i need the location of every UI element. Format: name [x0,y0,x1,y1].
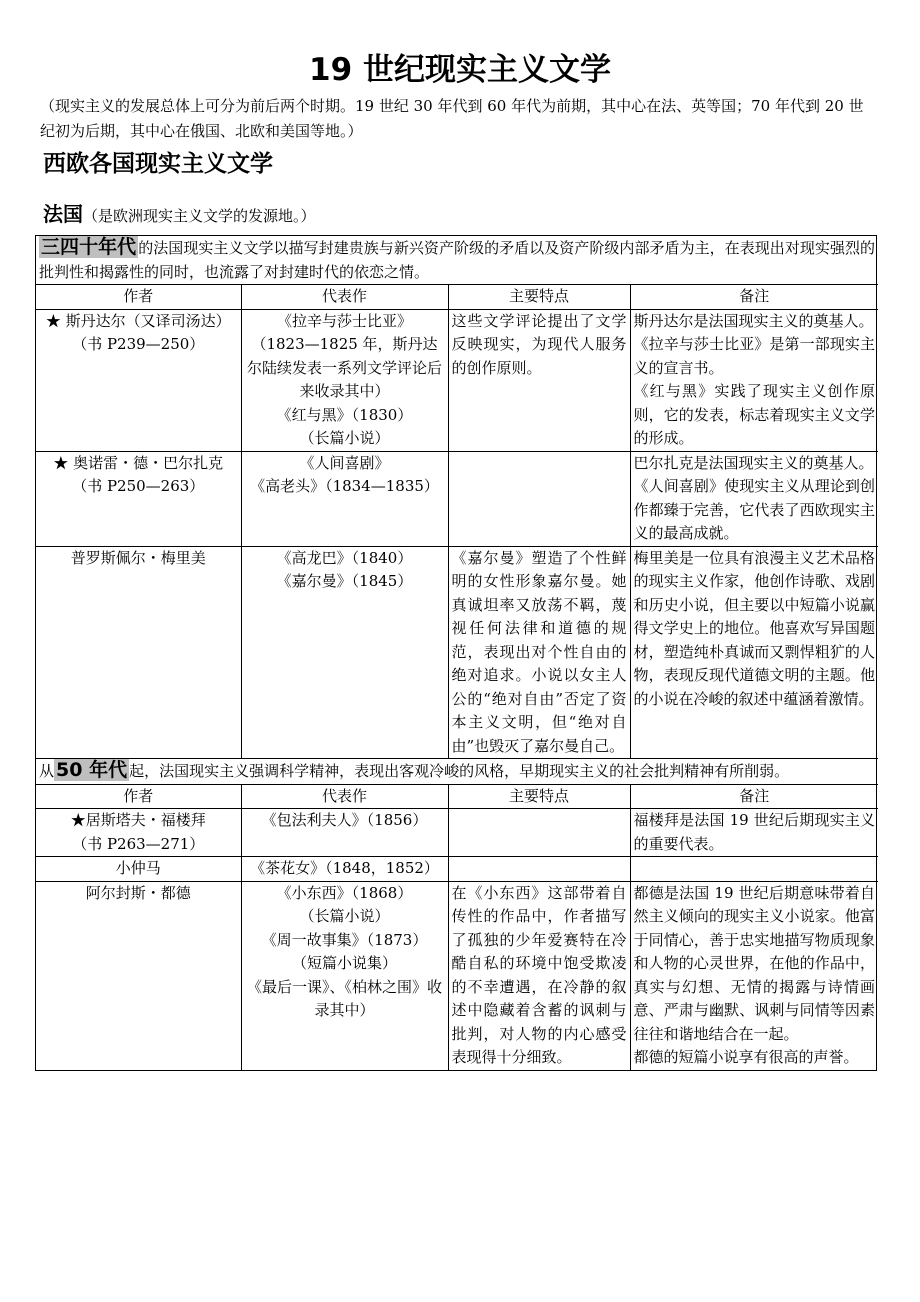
period-prefix-2: 从 [39,762,55,780]
header-features: 主要特点 [448,784,630,809]
country-name: 法国 [43,202,83,226]
work-title: 《茶花女》（1848，1852） [250,859,439,877]
table-row [36,857,878,882]
period-row-2 [36,759,878,785]
author-name: ★居斯塔夫・福楼拜 [70,811,206,829]
header-works: 代表作 [241,784,448,809]
notes-cell [630,451,878,546]
works-cell [241,309,448,451]
header-notes: 备注 [630,784,878,809]
notes-cell [630,309,878,451]
header-row-2 [36,784,878,809]
author-name: 小仲马 [115,859,161,877]
features-cell: 这些文学评论提出了文学反映现实，为现代人服务的创作原则。 [448,309,630,451]
country-heading [43,198,316,232]
header-works: 代表作 [241,285,448,310]
work-detail: （长篇小说） [299,429,390,447]
author-name: 阿尔封斯・都德 [85,883,191,902]
header-author: 作者 [36,784,241,809]
note-line: 斯丹达尔是法国现实主义的奠基人。 [633,311,874,330]
author-name: ★ 奥诺雷・德・巴尔扎克 [53,453,224,472]
period-label-1: 三四十年代 [41,236,137,258]
table-row [36,809,878,857]
header-author: 作者 [36,285,241,310]
header-row-1 [36,285,878,310]
work-title: 《包法利夫人》（1856） [261,811,428,829]
notes-cell [630,809,878,857]
note-line: 都德是法国 19 世纪后期意味带着自然主义倾向的现实主义小说家。他富于同情心，善于忠实地描写物质现象和人物的心灵世界，在他的作品中，真实与幻想、无情的揭露与诗情画意、严肃与幽默、讽刺与同情等因素往往和谐地结合在一起。 [633,883,876,1043]
author-cell [36,309,241,451]
table-row [36,546,878,759]
country-note: （是欧洲现实主义文学的发源地。） [83,207,316,225]
work-title: 《拉辛与莎士比亚》 [276,311,412,330]
notes-cell [630,881,878,1070]
book-pages: （书 P263—271） [72,834,205,853]
work-title: 《周一故事集》（1873） [261,930,428,949]
note-line: 《红与黑》实践了现实主义创作原则，它的发表，标志着现实主义文学的形成。 [633,382,876,447]
notes-cell [630,546,878,759]
works-cell [241,451,448,546]
author-cell [36,857,241,882]
work-title: 《嘉尔曼》（1845） [276,572,413,590]
page-title: 19 世纪现实主义文学 [309,52,611,88]
literature-table [36,236,878,1070]
work-title: 《最后一课》、《柏林之围》收录其中） [246,977,442,1019]
table-row [36,451,878,546]
period-description-2 [36,759,878,785]
features-cell: 《嘉尔曼》塑造了个性鲜明的女性形象嘉尔曼。她真诚坦率又放荡不羁，蔑视任何法律和道德的规范，表现出对个性自由的绝对追求。小说以女主人公的“绝对自由”否定了资本主义文明，但“绝对自由”也毁灭了嘉尔曼自己。 [448,546,630,759]
note-line: 梅里美是一位具有浪漫主义艺术品格的现实主义作家，他创作诗歌、戏剧和历史小说，但主要以中短篇小说赢得文学史上的地位。他喜欢写异国题材，塑造纯朴真诚而又剽悍粗犷的人物，表现反现代道德文明的主题。他的小说在冷峻的叙述中蕴涵着激情。 [633,548,876,708]
work-title: 《高老头》（1834—1835） [250,477,439,495]
author-name: 普罗斯佩尔・梅里美 [70,548,206,567]
work-title: 《小东西》（1868） [276,883,413,902]
period-text-2: 起，法国现实主义强调科学精神，表现出客观冷峻的风格，早期现实主义的社会批判精神有所削弱。 [129,762,790,780]
author-cell [36,809,241,857]
table-row [36,309,878,451]
period-text-1: 的法国现实主义文学以描写封建贵族与新兴资产阶级的矛盾以及资产阶级内部矛盾为主，在表现出对现实强烈的批判性和揭露性的同时，也流露了对封建时代的依恋之情。 [39,239,876,281]
note-line: 都德的短篇小说享有很高的声誉。 [633,1048,859,1066]
work-detail: （长篇小说） [299,907,390,925]
author-name: ★ 斯丹达尔（又译司汤达） [45,311,231,330]
note-line: 《人间喜剧》使现实主义从理论到创作都臻于完善，它代表了西欧现实主义的最高成就。 [633,477,876,542]
author-cell [36,881,241,1070]
note-line: 巴尔扎克是法国现实主义的奠基人。 [633,453,874,472]
table-row [36,881,878,1070]
features-cell [448,857,630,882]
work-title: 《红与黑》（1830） [276,405,413,424]
header-notes: 备注 [630,285,878,310]
notes-cell [630,857,878,882]
work-detail: （1823—1825 年，斯丹达尔陆续发表一系列文学评论后来收录其中） [246,335,442,400]
header-features: 主要特点 [448,285,630,310]
author-cell [36,451,241,546]
work-title: 《人间喜剧》 [299,453,390,472]
works-cell [241,809,448,857]
book-pages: （书 P239—250） [72,335,205,353]
work-detail: （短篇小说集） [291,954,397,972]
intro-paragraph: （现实主义的发展总体上可分为前后两个时期。19 世纪 30 年代到 60 年代为前期，其中心在法、英等国；70 年代到 20 世纪初为后期，其中心在俄国、北欧和美国等地。） [40,97,864,140]
features-cell: 在《小东西》这部带着自传性的作品中，作者描写了孤独的少年爱赛特在冷酷自私的环境中饱受欺凌的不幸遭遇，在冷静的叙述中隐藏着含蓄的讽刺与批判，对人物的内心感受表现得十分细致。 [448,881,630,1070]
period-label-2: 50 年代 [56,759,128,781]
works-cell [241,546,448,759]
period-row-1 [36,236,878,285]
literature-table-frame [35,235,877,1071]
works-cell [241,881,448,1070]
works-cell [241,857,448,882]
note-line: 《拉辛与莎士比亚》是第一部现实主义的宣言书。 [633,335,876,377]
period-description-1 [36,236,878,285]
features-cell [448,809,630,857]
author-cell [36,546,241,759]
book-pages: （书 P250—263） [72,477,205,495]
note-line: 福楼拜是法国 19 世纪后期现实主义的重要代表。 [633,811,876,853]
features-cell [448,451,630,546]
work-title: 《高龙巴》（1840） [276,548,413,567]
section-heading: 西欧各国现实主义文学 [43,151,273,177]
